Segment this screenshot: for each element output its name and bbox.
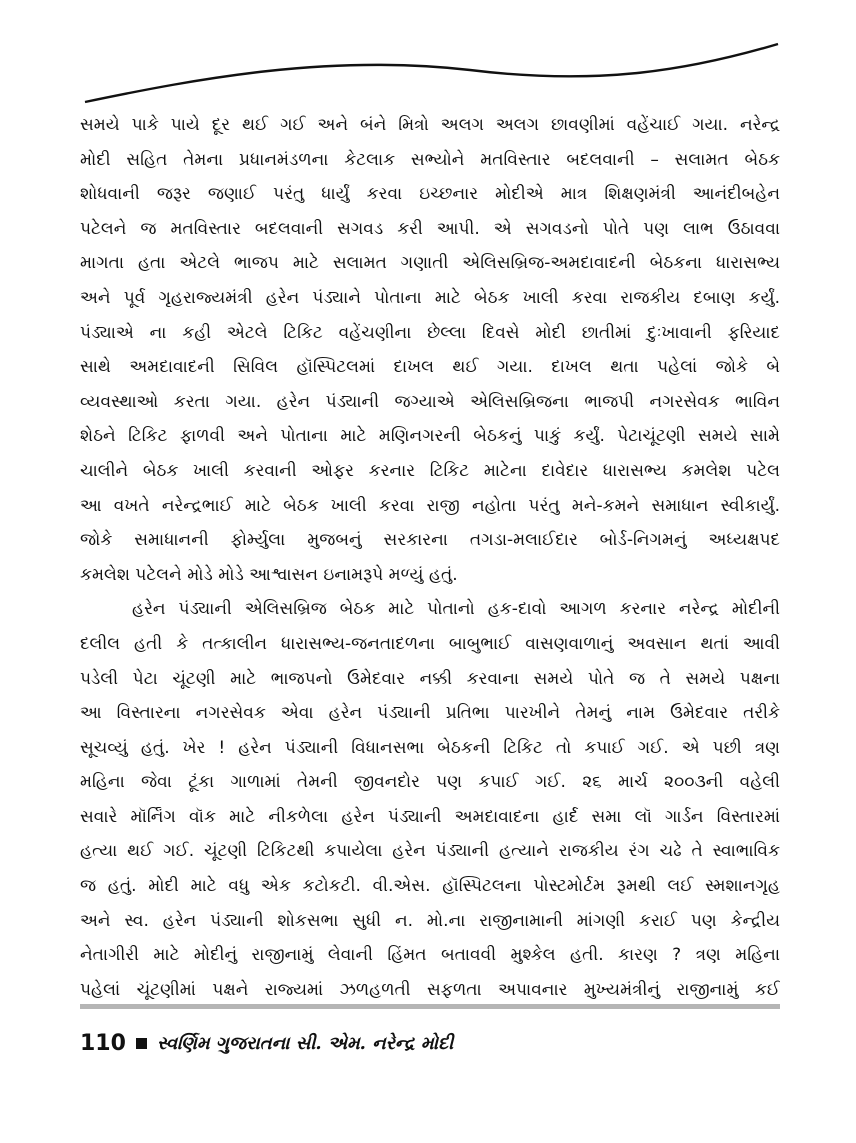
text-line: માગતા હતા એટલે ભાજપ માટે સલામત ગણાતી એલિસબ્રિજ-અમદાવાદની બેઠકના ધારાસભ્ય bbox=[80, 253, 780, 274]
text-line: આ વિસ્તારના નગરસેવક એવા હરેન પંડ્યાની પ્રતિભા પારખીને તેમનું નામ ઉમેદવાર તરીકે bbox=[80, 703, 780, 724]
text-line: અને સ્વ. હરેન પંડ્યાની શોકસભા સુધી ન. મો.ના રાજીનામાની માંગણી કરાઈ પણ કેન્દ્રીય bbox=[80, 910, 780, 931]
text-line: ચાલીને બેઠક ખાલી કરવાની ઓફર કરનાર ટિકિટ માટેના દાવેદાર ધારાસભ્ય કમલેશ પટેલ bbox=[80, 460, 780, 481]
paragraph-2 bbox=[80, 592, 780, 1007]
text-line: અને પૂર્વ ગૃહરાજ્યમંત્રી હરેન પંડ્યાને પોતાના માટે બેઠક ખાલી કરવા રાજકીય દબાણ કર્યું. bbox=[80, 287, 780, 308]
running-title: સ્વર્ણિમ ગુજરાતના સી. એમ. નરેન્દ્ર મોદી bbox=[156, 1032, 454, 1054]
text-line: મોદી સહિત તેમના પ્રધાનમંડળના કેટલાક સભ્યોને મતવિસ્તાર બદલવાની – સલામત બેઠક bbox=[80, 149, 780, 170]
text-line: દલીલ હતી કે તત્કાલીન ધારાસભ્ય-જનતાદળના બાબુભાઈ વાસણવાળાનું અવસાન થતાં આવી bbox=[80, 633, 780, 654]
page-number: 110 bbox=[80, 1030, 126, 1056]
text-line: આ વખતે નરેન્દ્રભાઈ માટે બેઠક ખાલી કરવા રાજી નહોતા પરંતુ મને-કમને સમાધાન સ્વીકાર્યું. bbox=[80, 495, 780, 516]
text-line: સાથે અમદાવાદની સિવિલ હૉસ્પિટલમાં દાખલ થઈ ગયા. દાખલ થતા પહેલાં જોકે બે bbox=[80, 357, 780, 378]
text-line: પહેલાં ચૂંટણીમાં પક્ષને રાજ્યમાં ઝળહળતી સફળતા અપાવનાર મુખ્યમંત્રીનું રાજીનામું કઈ bbox=[80, 979, 780, 1000]
text-line: હરેન પંડ્યાની એલિસબ્રિજ બેઠક માટે પોતાનો હક-દાવો આગળ કરનાર નરેન્દ્ર મોદીની bbox=[132, 599, 780, 620]
text-line: પંડ્યાએ ના કહી એટલે ટિકિટ વહેંચણીના છેલ્લા દિવસે મોદી છાતીમાં દુઃખાવાની ફરિયાદ bbox=[80, 322, 780, 343]
decorative-wave bbox=[0, 0, 856, 110]
text-line: પટેલને જ મતવિસ્તાર બદલવાની સગવડ કરી આપી. એ સગવડનો પોતે પણ લાભ ઉઠાવવા bbox=[80, 218, 780, 239]
square-bullet-icon bbox=[136, 1038, 147, 1049]
text-line: શોધવાની જરૂર જણાઈ પરંતુ ધાર્યું કરવા ઇચ્છનાર મોદીએ માત્ર શિક્ષણમંત્રી આનંદીબહેન bbox=[80, 184, 780, 205]
text-line: જ હતું. મોદી માટે વધુ એક કટોકટી. વી.એસ. હૉસ્પિટલના પોસ્ટમોર્ટમ રૂમથી લઈ સ્મશાનગૃહ bbox=[80, 876, 780, 897]
text-line: સમયે પાકે પાયે દૂર થઈ ગઈ અને બંને મિત્રો અલગ અલગ છાવણીમાં વહેંચાઈ ગયા. નરેન્દ્ર bbox=[80, 115, 780, 135]
text-line: નેતાગીરી માટે મોદીનું રાજીનામું લેવાની હિંમત બતાવવી મુશ્કેલ હતી. કારણ ? ત્રણ મહિના bbox=[80, 945, 780, 966]
page-footer bbox=[80, 1028, 453, 1058]
text-line: જોકે સમાધાનની ફોર્મ્યુલા મુજબનું સરકારના તગડા-મલાઈદાર બોર્ડ-નિગમનું અધ્યક્ષપદ bbox=[80, 530, 780, 551]
text-line: પડેલી પેટા ચૂંટણી માટે ભાજપનો ઉમેદવાર નક્કી કરવાના સમયે પોતે જ તે સમયે પક્ષના bbox=[80, 668, 780, 689]
text-line: કમલેશ પટેલને મોડે મોડે આશ્વાસન ઇનામરૂપે મળ્યું હતું. bbox=[80, 564, 458, 585]
paragraph-1 bbox=[80, 108, 780, 592]
footer-rule bbox=[80, 1004, 780, 1009]
text-line: હત્યા થઈ ગઈ. ચૂંટણી ટિકિટથી કપાયેલા હરેન પંડ્યાની હત્યાને રાજકીય રંગ ચઢે તે સ્વાભાવિક bbox=[80, 841, 780, 862]
text-line: મહિના જેવા ટૂંકા ગાળામાં તેમની જીવનદોર પણ કપાઈ ગઈ. ૨૬ માર્ચ ૨૦૦૩ની વહેલી bbox=[80, 772, 780, 793]
text-line: સૂચવ્યું હતું. ખેર ! હરેન પંડ્યાની વિધાનસભા બેઠકની ટિકિટ તો કપાઈ ગઈ. એ પછી ત્રણ bbox=[80, 737, 780, 758]
text-line: સવારે મૉર્નિંગ વૉક માટે નીકળેલા હરેન પંડ્યાની અમદાવાદના હાર્દ સમા લૉ ગાર્ડન વિસ્તારમાં bbox=[80, 806, 780, 827]
text-line: વ્યવસ્થાઓ કરતા ગયા. હરેન પંડ્યાની જગ્યાએ એલિસબ્રિજના ભાજપી નગરસેવક ભાવિન bbox=[80, 391, 780, 412]
text-line: શેઠને ટિકિટ ફાળવી અને પોતાના માટે મણિનગરની બેઠકનું પાકું કર્યું. પેટાચૂંટણી સમયે સામે bbox=[80, 426, 780, 447]
body-text bbox=[80, 108, 780, 1007]
